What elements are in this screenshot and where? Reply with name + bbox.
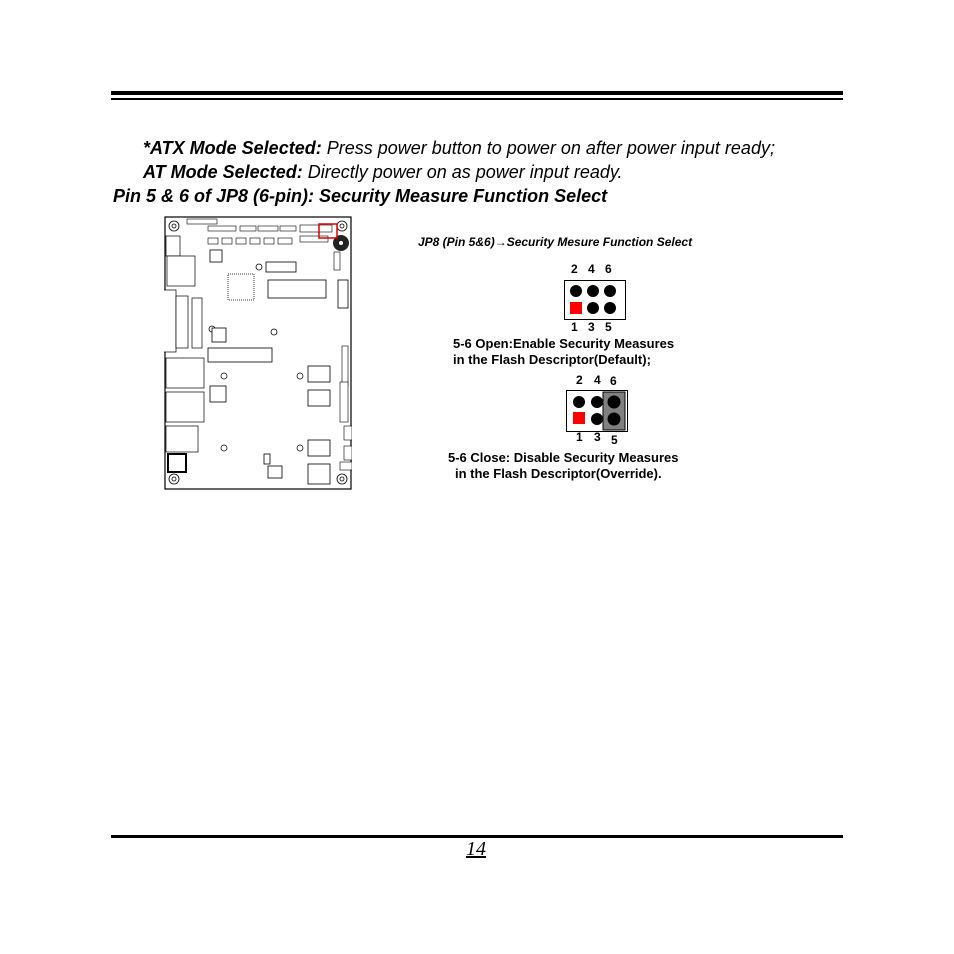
jumper-open-caption xyxy=(453,336,674,368)
atx-mode-paragraph xyxy=(143,139,775,157)
pin-6 xyxy=(608,396,621,409)
jumper-open-caption-line2: in the Flash Descriptor(Default); xyxy=(453,352,651,367)
pin-3 xyxy=(591,413,603,425)
pin-label-3: 3 xyxy=(594,430,601,444)
pin-label-5: 5 xyxy=(605,320,612,334)
jumper-close-caption xyxy=(448,450,679,482)
pin-label-2: 2 xyxy=(571,262,578,276)
pin-label-1: 1 xyxy=(571,320,578,334)
pin-3 xyxy=(587,302,599,314)
pin-6 xyxy=(604,285,616,297)
pin-4 xyxy=(591,396,603,408)
pin-label-4: 4 xyxy=(594,373,601,387)
pin-label-6: 6 xyxy=(605,262,612,276)
at-mode-label: AT Mode Selected: xyxy=(143,162,303,182)
atx-mode-text: Press power button to power on after power input ready; xyxy=(321,138,775,158)
pin-1-marker xyxy=(570,302,582,314)
pin-label-2: 2 xyxy=(576,373,583,387)
section-heading: Pin 5 & 6 of JP8 (6-pin): Security Measure Function Select xyxy=(113,186,608,206)
jumper-open-caption-line1: 5-6 Open:Enable Security Measures xyxy=(453,336,675,351)
jp8-diagram-title: JP8 (Pin 5&6)→Security Mesure Function Select xyxy=(418,235,693,249)
jumper-close-caption-line1: 5-6 Close: Disable Security Measures xyxy=(448,450,679,465)
pin-5 xyxy=(604,302,616,314)
pin-label-1: 1 xyxy=(576,430,583,444)
at-mode-paragraph xyxy=(143,163,623,181)
pin-label-3: 3 xyxy=(588,320,595,334)
motherboard-layout-diagram xyxy=(164,216,352,490)
header-rule-thin xyxy=(111,98,843,100)
jp8-open-jumper-diagram xyxy=(564,280,626,320)
at-mode-text: Directly power on as power input ready. xyxy=(302,162,623,182)
pin-2 xyxy=(573,396,585,408)
jp8-close-jumper-diagram xyxy=(566,390,628,432)
atx-mode-label: *ATX Mode Selected: xyxy=(143,138,322,158)
pin-4 xyxy=(587,285,599,297)
header-rule-thick xyxy=(111,91,843,95)
jumper-close-caption-line2: in the Flash Descriptor(Override). xyxy=(455,466,662,481)
pin-2 xyxy=(570,285,582,297)
pin-1-marker xyxy=(573,412,585,424)
pin-label-6: 6 xyxy=(610,374,617,388)
pin-label-5: 5 xyxy=(611,433,618,447)
page-number: 14 xyxy=(466,838,486,860)
pin-5 xyxy=(608,413,621,426)
pin-label-4: 4 xyxy=(588,262,595,276)
